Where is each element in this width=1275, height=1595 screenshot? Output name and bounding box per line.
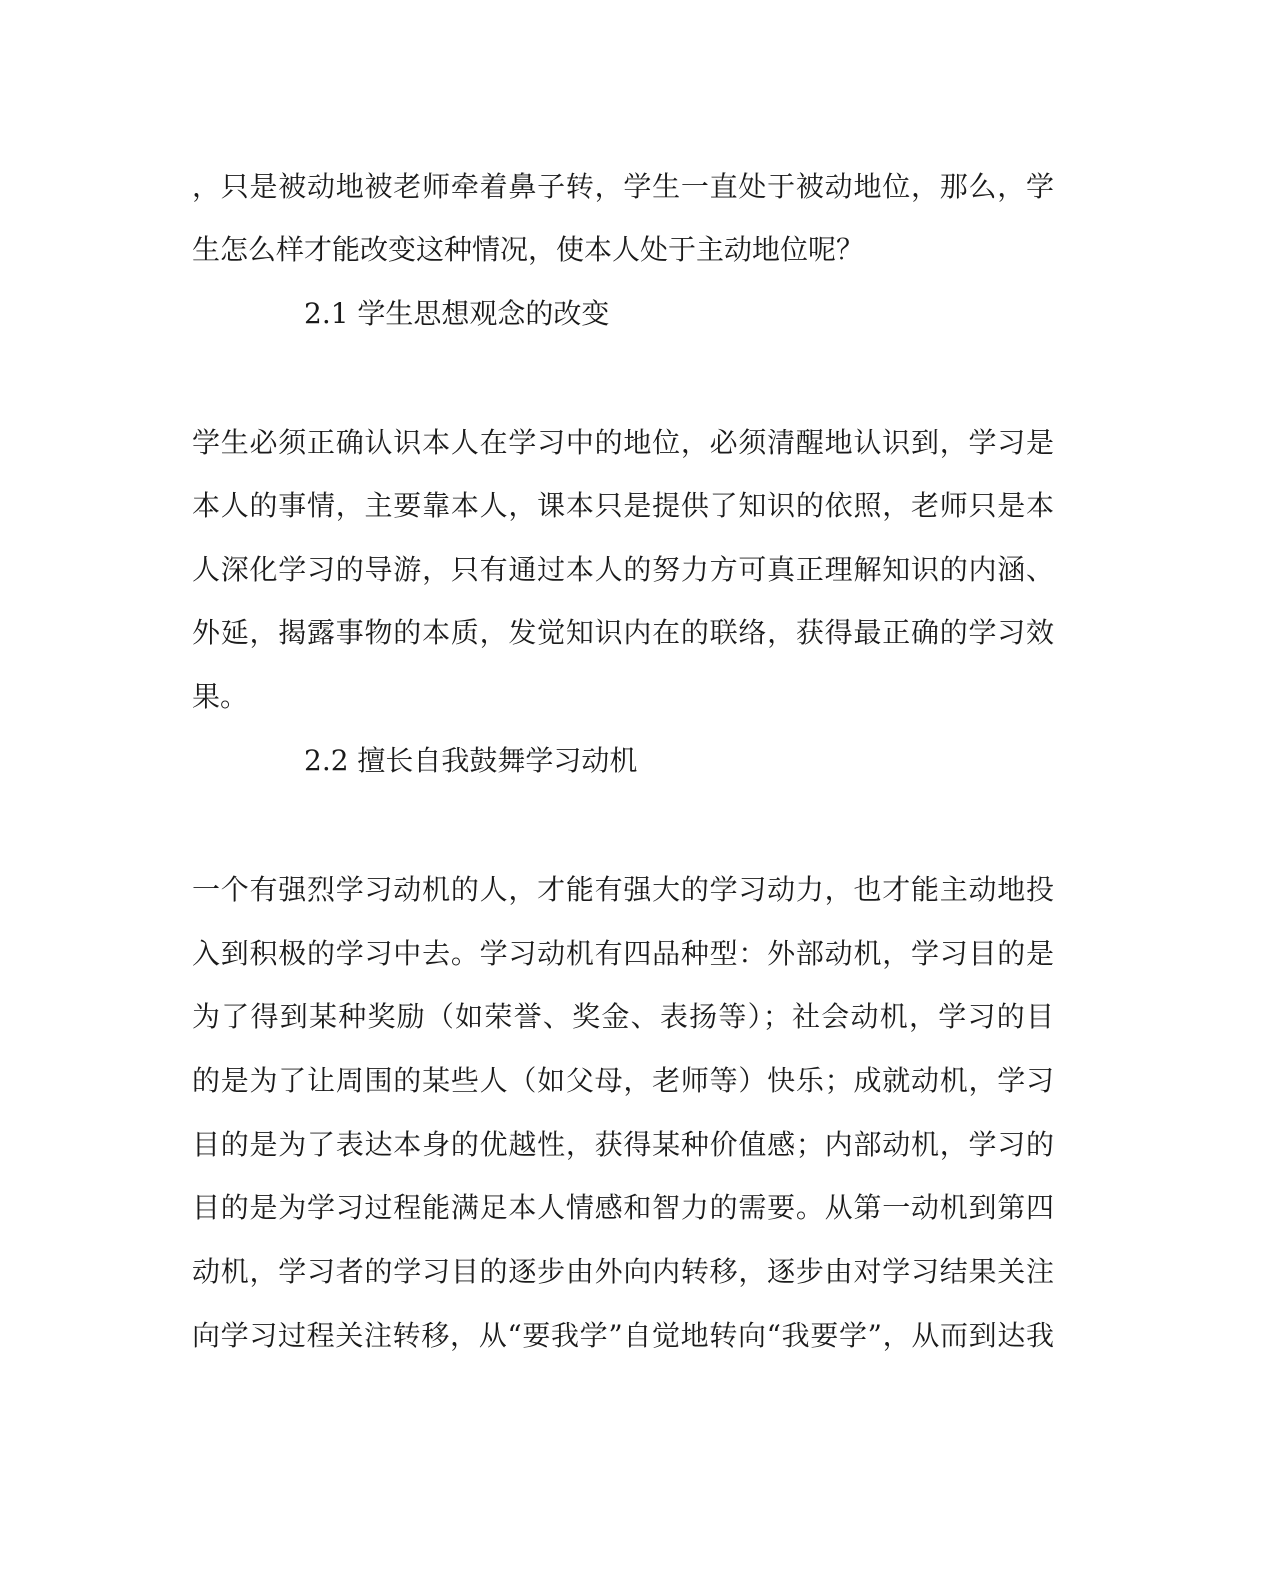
section-heading-2-1: 2.1 学生思想观念的改变 [304, 297, 610, 330]
paragraph-3-line-5: 目的是为了表达本身的优越性，获得某种价值感；内部动机，学习的 [192, 1128, 1054, 1161]
paragraph-3-line-3: 为了得到某种奖励（如荣誉、奖金、表扬等）；社会动机，学习的目 [192, 1000, 1054, 1033]
paragraph-2-line-3: 人深化学习的导游，只有通过本人的努力方可真正理解知识的内涵、 [192, 553, 1054, 586]
paragraph-1-line-1: ，只是被动地被老师牵着鼻子转，学生一直处于被动地位，那么，学 [192, 170, 1054, 203]
paragraph-3-line-1: 一个有强烈学习动机的人，才能有强大的学习动力，也才能主动地投 [192, 873, 1054, 906]
paragraph-1-line-2: 生怎么样才能改变这种情况，使本人处于主动地位呢？ [192, 233, 865, 266]
paragraph-2-line-4: 外延，揭露事物的本质，发觉知识内在的联络，获得最正确的学习效 [192, 616, 1054, 649]
paragraph-3-line-6: 目的是为学习过程能满足本人情感和智力的需要。从第一动机到第四 [192, 1191, 1054, 1224]
paragraph-3-line-8: 向学习过程关注转移，从“要我学”自觉地转向“我要学”，从而到达我 [192, 1319, 1054, 1352]
paragraph-2-line-5: 果。 [192, 680, 249, 713]
paragraph-2-line-2: 本人的事情，主要靠本人，课本只是提供了知识的依照，老师只是本 [192, 489, 1054, 522]
paragraph-2-line-1: 学生必须正确认识本人在学习中的地位，必须清醒地认识到，学习是 [192, 426, 1054, 459]
paragraph-3-line-2: 入到积极的学习中去。学习动机有四品种型：外部动机，学习目的是 [192, 937, 1054, 970]
paragraph-3-line-4: 的是为了让周围的某些人（如父母，老师等）快乐；成就动机，学习 [192, 1064, 1054, 1097]
paragraph-3-line-7: 动机，学习者的学习目的逐步由外向内转移，逐步由对学习结果关注 [192, 1255, 1054, 1288]
section-heading-2-2: 2.2 擅长自我鼓舞学习动机 [304, 744, 638, 777]
